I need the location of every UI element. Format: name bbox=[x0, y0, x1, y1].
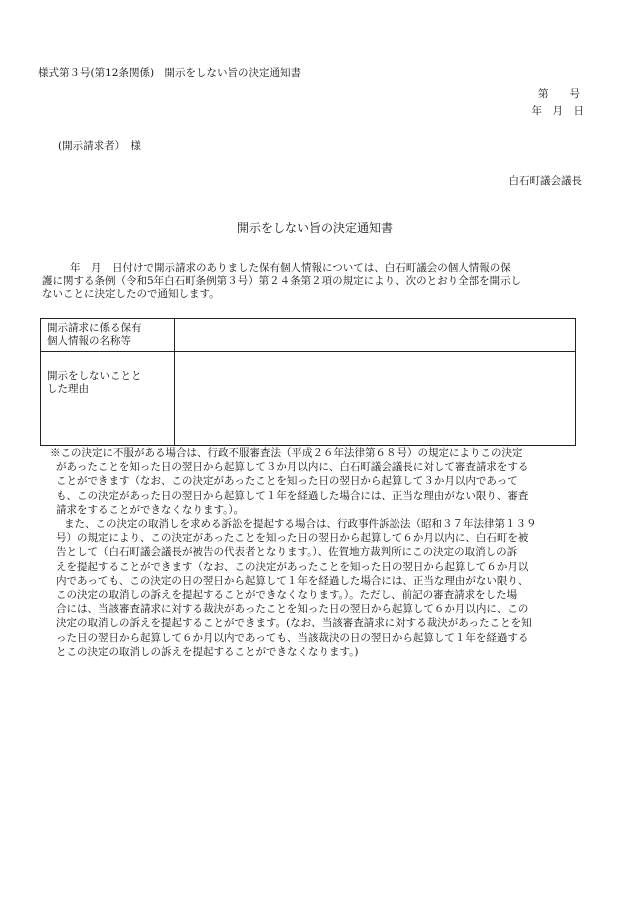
note-line: 号）の規定により、この決定があったことを知った日の翌日から起算して６か月以内に、白石町を被 bbox=[56, 532, 529, 545]
notes-paragraph bbox=[50, 446, 586, 659]
table-label-reason: 開示をしないことと した理由 bbox=[41, 352, 175, 446]
document-number: 第 号 bbox=[538, 88, 580, 100]
note-line: 請求をすることができなくなります。）。 bbox=[56, 503, 245, 516]
note-line: この決定の取消しの訴えを提起することができなくなります。）。ただし、前記の審査請求をした場 bbox=[56, 589, 518, 602]
document-title: 開示をしない旨の決定通知書 bbox=[236, 221, 393, 235]
table-value-reason bbox=[175, 352, 576, 446]
note-line: 合には、当該審査請求に対する裁決があったことを知った日の翌日から起算して６か月以内に、この bbox=[56, 603, 529, 616]
note-line: った日の翌日から起算して６か月以内であっても、当該裁決の日の翌日から起算して１年を経過する bbox=[56, 631, 529, 644]
note-line: 内であっても、この決定の日の翌日から起算して１年を経過した場合には、正当な理由がない限り、 bbox=[56, 574, 529, 587]
sender: 白石町議会議長 bbox=[508, 175, 582, 187]
intro-line: 護に関する条例（令和5年白石町条例第３号）第２４条第２項の規定により、次のとおり全部を開示し bbox=[42, 275, 522, 287]
table-label-info-name: 開示請求に係る保有 個人情報の名称等 bbox=[41, 319, 175, 352]
document-date: 年 月 日 bbox=[531, 105, 584, 117]
form-label: 様式第３号(第12条関係) 開示をしない旨の決定通知書 bbox=[38, 67, 302, 79]
note-line: ことができます（なお、この決定があったことを知った日の翌日から起算して３か月以内であって bbox=[56, 475, 518, 488]
note-line: また、この決定の取消しを求める訴訟を提起する場合は、行政事件訴訟法（昭和３７年法律第１３９ bbox=[64, 518, 537, 531]
note-line: 告として（白石町議会議長が被告の代表者となります。）、佐賀地方裁判所にこの決定の取消しの訴 bbox=[56, 546, 518, 559]
note-line: 決定の取消しの訴えを提起することができます。(なお、当該審査請求に対する裁決があったことを知 bbox=[56, 617, 532, 630]
note-line: ※この決定に不服がある場合は、行政不服審査法（平成２６年法律第６８号）の規定によりこの決定 bbox=[50, 447, 523, 459]
note-line: えを提起することができます（なお、この決定があったことを知った日の翌日から起算して６か月以 bbox=[56, 560, 529, 573]
note-line: も、この決定があった日の翌日から起算して１年を経過した場合には、正当な理由がない限り、審査 bbox=[56, 489, 529, 502]
intro-line: 年 月 日付けで開示請求のありました保有個人情報については、白石町議会の個人情報の保 bbox=[70, 262, 511, 274]
note-line: があったことを知った日の翌日から起算して３か月以内に、白石町議会議長に対して審査請求をする bbox=[56, 461, 529, 474]
info-table bbox=[40, 318, 576, 446]
intro-paragraph bbox=[42, 262, 582, 301]
recipient: (開示請求者） 様 bbox=[58, 140, 141, 152]
intro-line: ないことに決定したので通知します。 bbox=[42, 288, 220, 300]
table-value-info-name bbox=[175, 319, 576, 352]
table-row bbox=[41, 352, 576, 446]
note-line: とこの決定の取消しの訴えを提起することができなくなります。) bbox=[56, 645, 359, 658]
table-row bbox=[41, 319, 576, 352]
